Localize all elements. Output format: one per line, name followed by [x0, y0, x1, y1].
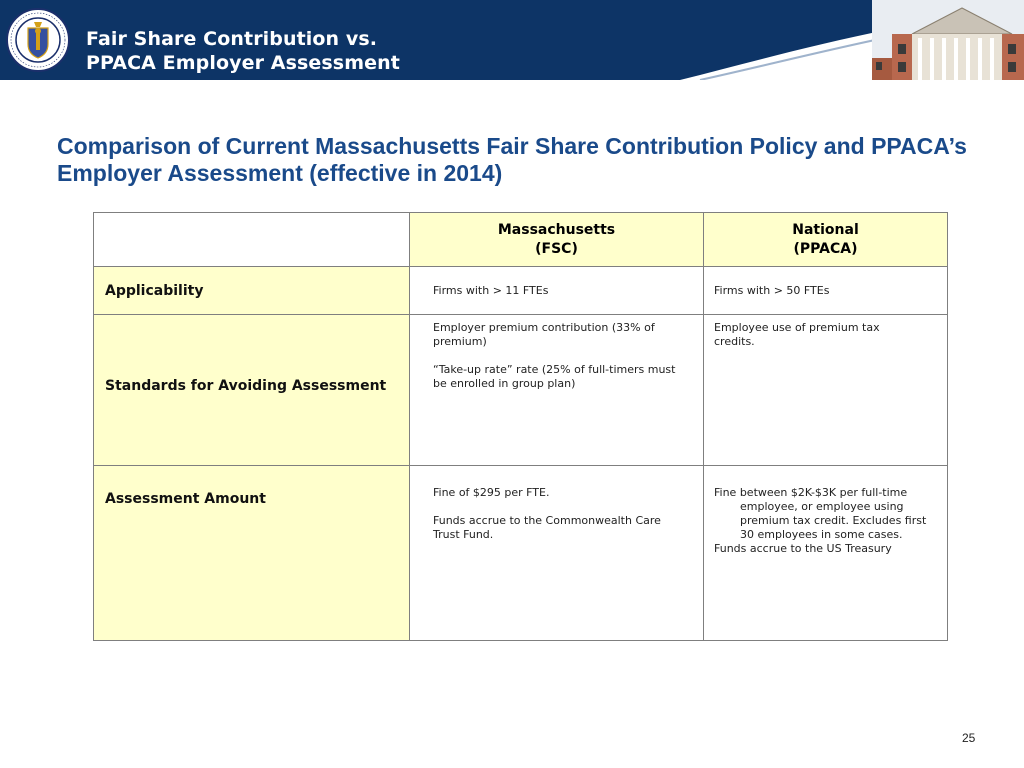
massachusetts-seal-icon: [6, 8, 70, 72]
header-banner: [0, 0, 1024, 80]
cell-applicability-national: [704, 267, 948, 315]
state-house-image: [872, 0, 1024, 80]
column-header-massachusetts-line1: Massachusetts: [497, 222, 616, 238]
table-row: [94, 466, 948, 641]
column-header-national: [704, 213, 948, 267]
cell-text: Fine of $295 per FTE.: [433, 486, 550, 499]
column-header-massachusetts-line2: (FSC): [535, 241, 578, 257]
page-number: 25: [962, 731, 976, 745]
cell-text: Funds accrue to the Commonwealth Care Trust Fund.: [433, 514, 661, 541]
cell-text: Firms with > 50 FTEs: [714, 284, 830, 297]
header-title-line1: Fair Share Contribution vs.: [86, 28, 378, 50]
table-header-row: [94, 213, 948, 267]
row-label-applicability: Applicability: [94, 267, 410, 315]
column-header-massachusetts: [410, 213, 704, 267]
cell-text: “Take-up rate” rate (25% of full-timers must be enrolled in group plan): [433, 363, 676, 390]
cell-applicability-massachusetts: [410, 267, 704, 315]
comparison-table: [93, 212, 948, 641]
cell-text: Fine between $2K-$3K per full-time employee, or employee using premium tax credit. Excludes first 30 employees in some cases.: [714, 486, 927, 541]
column-header-national-line1: National: [792, 222, 859, 238]
cell-text: Employee use of premium tax credits.: [714, 321, 880, 348]
cell-text: Firms with > 11 FTEs: [433, 284, 549, 297]
table-corner-cell: [94, 213, 410, 267]
slide-title: Comparison of Current Massachusetts Fair Share Contribution Policy and PPACA’s Employer Assessment (effective in 2014): [57, 133, 967, 186]
cell-assessment-national: [704, 466, 948, 641]
cell-standards-massachusetts: [410, 315, 704, 466]
cell-text: Employer premium contribution (33% of premium): [433, 321, 655, 348]
header-title-line2: PPACA Employer Assessment: [86, 52, 400, 74]
cell-assessment-massachusetts: [410, 466, 704, 641]
column-header-national-line2: (PPACA): [793, 241, 858, 257]
cell-text: Funds accrue to the US Treasury: [714, 542, 892, 555]
table-row: [94, 315, 948, 466]
header-title: [86, 27, 400, 75]
table-row: [94, 267, 948, 315]
cell-standards-national: [704, 315, 948, 466]
row-label-standards: Standards for Avoiding Assessment: [94, 315, 410, 466]
row-label-assessment-amount: Assessment Amount: [94, 466, 410, 641]
